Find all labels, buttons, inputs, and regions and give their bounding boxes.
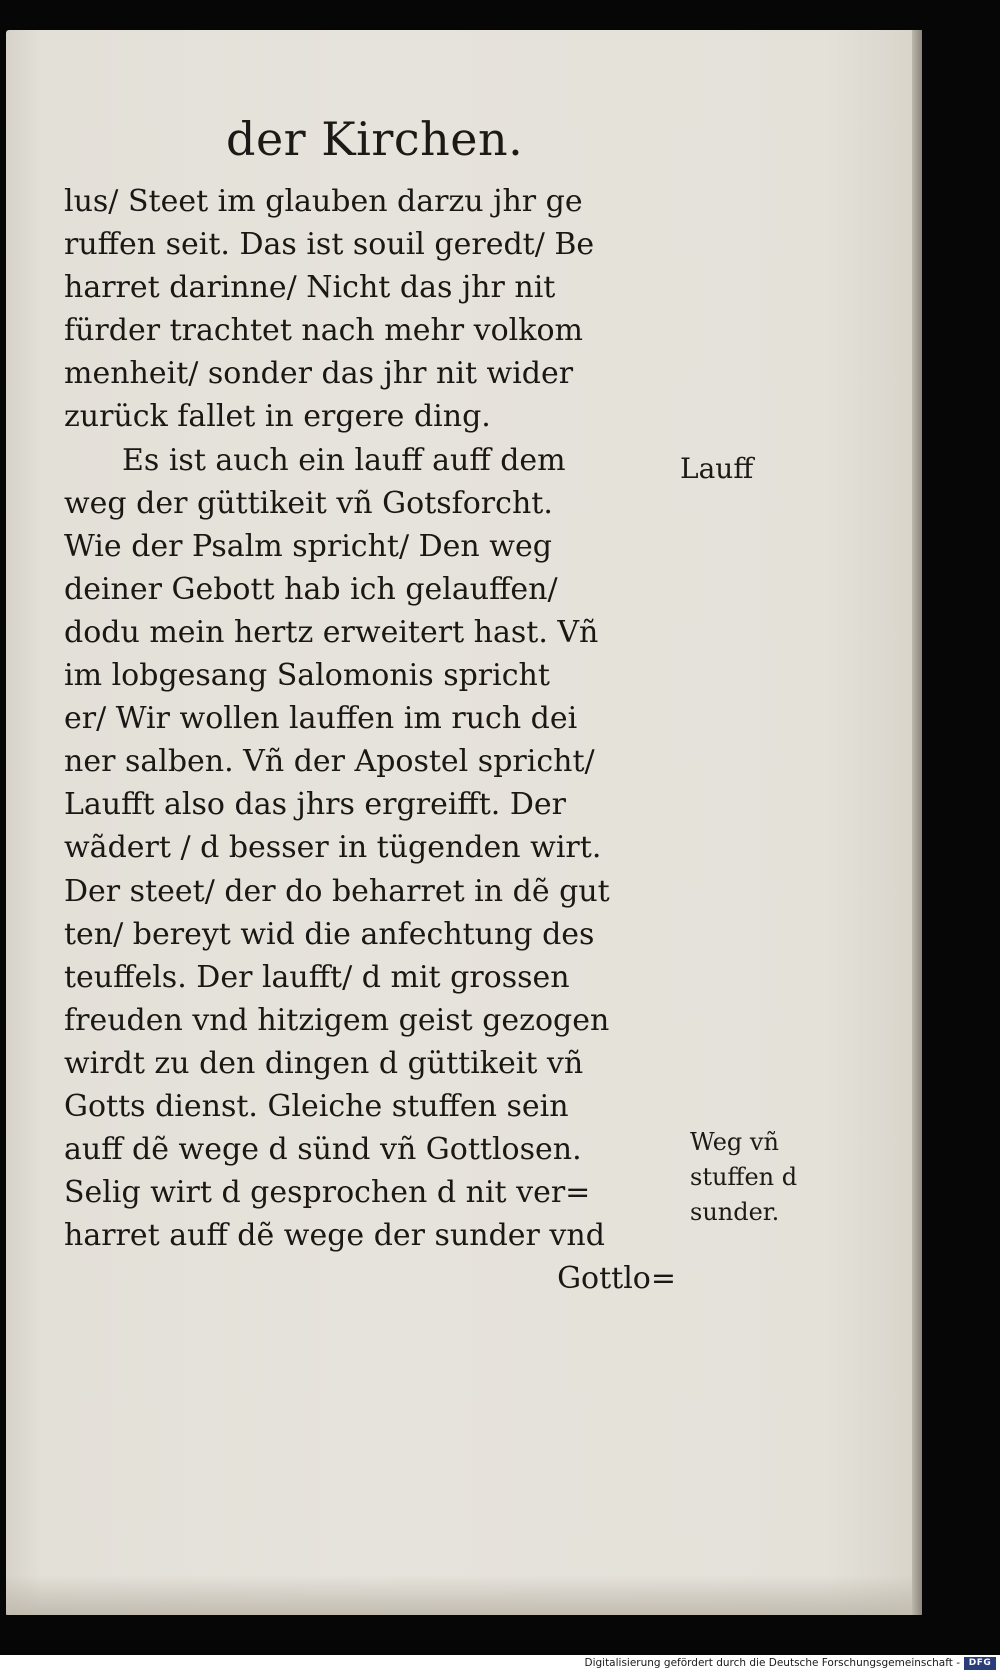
text-line: weg der güttikeit vñ Gotsforcht. [64, 485, 553, 521]
text-line: wirdt zu den dingen d güttikeit vñ [64, 1045, 584, 1081]
text-line: auff dẽ wege d sünd vñ Gottlosen. [64, 1132, 582, 1168]
text-line: Es ist auch ein lauff auff dem [122, 442, 566, 478]
text-line: wãdert / d besser in tügenden wirt. [64, 830, 602, 866]
text-line: Der steet/ der do beharret in dẽ gut [64, 873, 610, 909]
text-line: Wie der Psalm spricht/ Den weg [64, 528, 552, 564]
text-line: dodu mein hertz erweitert hast. Vñ [64, 614, 599, 650]
text-line: harret auff dẽ wege der sunder vnd [64, 1218, 605, 1254]
dfg-logo: DFG [964, 1657, 996, 1670]
text-line: freuden vnd hitzigem geist gezogen [64, 1002, 610, 1038]
body-text [64, 180, 676, 1300]
catchword: Gottlo= [557, 1261, 676, 1297]
text-line: Laufft also das jhrs ergreifft. Der [64, 787, 567, 823]
text-line: er/ Wir wollen lauffen im ruch dei [64, 701, 578, 737]
page-edge [912, 30, 922, 1615]
page-bottom-shade [6, 1575, 918, 1615]
footer-bar [0, 1655, 1000, 1673]
footer-credit: Digitalisierung gefördert durch die Deutsche Forschungsgemeinschaft - [584, 1657, 960, 1669]
text-line: ner salben. Vñ der Apostel spricht/ [64, 744, 595, 780]
text-line: teuffels. Der laufft/ d mit grossen [64, 959, 570, 995]
text-line: Gotts dienst. Gleiche stuffen sein [64, 1088, 569, 1124]
text-line: fürder trachtet nach mehr volkom [64, 313, 583, 349]
text-line: im lobgesang Salomonis spricht [64, 658, 550, 694]
marginal-line: sunder. [690, 1198, 780, 1226]
text-line: Selig wirt d gesprochen d nit ver= [64, 1175, 591, 1211]
text-line: ten/ bereyt wid die anfechtung des [64, 916, 595, 952]
text-line: zurück fallet in ergere ding. [64, 399, 491, 435]
text-line: menheit/ sonder das jhr nit wider [64, 356, 574, 392]
running-head: der Kirchen. [226, 112, 524, 166]
text-line: lus/ Steet im glauben darzu jhr ge [64, 184, 583, 219]
marginal-note-lauff: Lauff [680, 452, 754, 485]
text-line: ruffen seit. Das ist souil geredt/ Be [64, 227, 595, 263]
text-line: deiner Gebott hab ich gelauffen/ [64, 571, 558, 607]
text-line: harret darinne/ Nicht das jhr nit [64, 270, 556, 306]
marginal-line: stuffen d [690, 1163, 798, 1191]
marginal-line: Weg vñ [690, 1128, 779, 1156]
marginal-note-weg [690, 1125, 797, 1230]
